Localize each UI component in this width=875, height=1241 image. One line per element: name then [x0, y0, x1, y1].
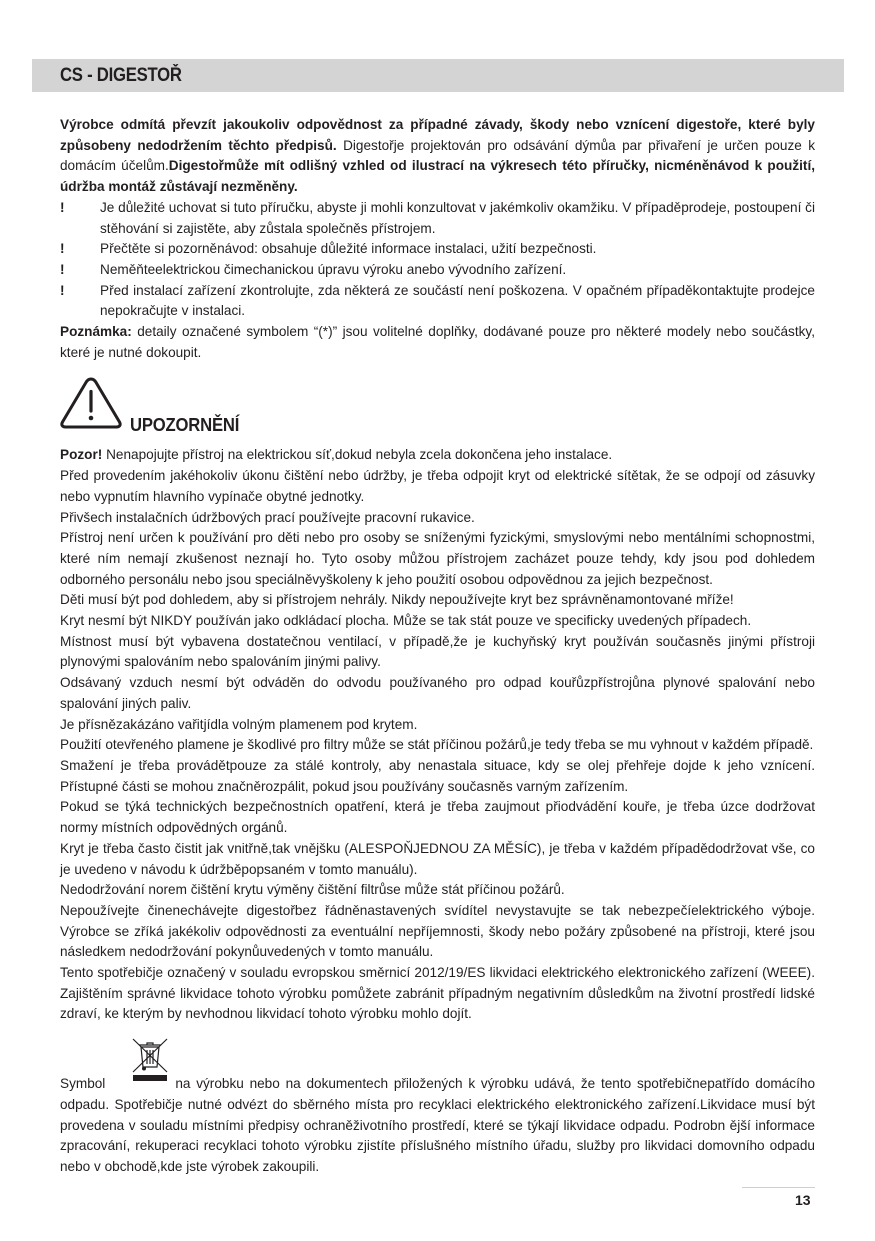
note-label: Poznámka:: [60, 324, 132, 340]
list-item-text: Před instalací zařízení zkontrolujte, zda některá ze součástí není poškozena. V opačném případěkontaktujte prodejce nepokračujte v instalaci.: [100, 282, 815, 319]
list-item: [60, 281, 815, 322]
weee-paragraph: [60, 1074, 815, 1178]
exclamation-mark: !: [60, 261, 65, 277]
warning-paragraph: Před provedením jakéhokoliv úkonu čištění nebo údržby, je třeba odpojit kryt od elektrické sítětak, že se odpojí od zásuvky nebo vypnutím hlavního vypínače obytné jednotky.: [60, 468, 815, 504]
intro-bold-appearance: Digestořmůže mít odlišný vzhled od ilustrací na výkresech této příručky, nicméněnávod k použití, údržba montáž zůstávají nezměněny.: [60, 158, 815, 195]
section-title: CS - DIGESTOŘ: [60, 65, 182, 86]
weee-text: na výrobku nebo na dokumentech přiložených k výrobku udává, že tento spotřebičnepatřído domácího odpadu. Spotřebičje nutné odvézt do sběrného místa pro recyklaci elektrického elektronického zařízení.Likvidace musí být provedena v souladu místními předpisy ochraněživotního prostředí, které se týkají likvidace odpadu. Podrobn ější informace zpracování, rekuperaci recyklaci tohoto výrobku zjistíte příslušného místního úřadu, služby pro likvidaci domovního odpadu nebo v obchodě,kde jste výrobek zakoupili.: [60, 1076, 815, 1174]
warning-paragraph: Pokud se týká technických bezpečnostních opatření, která je třeba zaujmout přiodvádění kouře, je třeba úzce dodržovat normy místních odpovědných orgánů.: [60, 799, 815, 836]
list-item-text: Neměňteelektrickou čimechanickou úpravu výroku anebo vývodního zařízení.: [100, 261, 567, 277]
manual-content: [60, 115, 815, 1178]
warning-triangle-icon: [59, 376, 123, 430]
warning-heading: [60, 376, 815, 445]
weee-symbol-block: [60, 1038, 815, 1178]
section-header-bar: [32, 59, 844, 92]
intro-paragraph: [60, 115, 815, 198]
list-item: [60, 260, 815, 281]
intro-bold-disclaimer: Výrobce odmítá převzít jakoukoliv odpovědnost za případné závady, škody nebo vznícení digestoře, které byly způsobeny nedodržením těchto předpisů.: [60, 117, 815, 153]
list-item: [60, 239, 815, 260]
weee-directive-paragraph: Tento spotřebičje označený v souladu evropskou směrnicí 2012/19/ES likvidaci elektrického elektronického zařízení (WEEE). Zajištěním správné likvidace tohoto výrobku pomůžete zabránit případným negativním důsledkům na životní prostředí lidské zdraví, ke kterým by nevhodnou likvidací tohoto výrobku mohlo dojít.: [60, 965, 815, 1022]
pozor-text: Nenapojujte přístroj na elektrickou síť,dokud nebyla zcela dokončena jeho instalace.: [102, 447, 613, 463]
warning-paragraph: Nepoužívejte činenechávejte digestořbez řádněnastavených svídítel nevystavujte se tak nebezpečíelektrického výboje. Výrobce se zříká jakékoliv odpovědnosti za eventuální nepříjemnosti, škody nebo požáry způsobené na přístroji, které jsou následkem nedodržování pokynůuvedených v tomto manuálu.: [60, 902, 815, 960]
warning-paragraph: Kryt je třeba často čistit jak vnitřně,tak vnějšku (ALESPOŇJEDNOU ZA MĚSÍC), je třeba v každém případědodržovat vše, co je uvedeno v návodu k údržběpopsaném v tomto manuálu).: [60, 840, 815, 877]
intro-purpose-text: Digestořje projektován pro odsávání dýmůa par přivaření je určen pouze k domácím účelům.: [60, 137, 815, 174]
footer-divider: [742, 1187, 815, 1188]
warning-paragraph: Odsávaný vzduch nesmí být odváděn do odvodu používaného pro odpad kouřůzpřístrojůna plynové spalování nebo spalování jiných paliv.: [60, 675, 815, 711]
precautions-list: [60, 198, 815, 322]
warning-paragraph: Použití otevřeného plamene je škodlivé pro filtry může se stát příčinou požárů,je tedy třeba se mu vyhnout v každém případě.: [60, 737, 814, 753]
note-paragraph: [60, 322, 815, 363]
warning-paragraph: Smažení je třeba provádětpouze za stálé kontroly, aby nenastala situace, kdy se olej přehřeje dojde k jeho vznícení. Přístupné části se mohou značněrozpálit, pokud jsou používány současněs varným zařízením.: [60, 757, 815, 794]
list-item-text: Přečtěte si pozorněnávod: obsahuje důležité informace instalaci, užití bezpečnosti.: [100, 241, 597, 257]
warning-paragraph: Místnost musí být vybavena dostatečnou ventilací, v případě,že je kuchyňský kryt používán současněs jinými přístroji plynovými spalováním nebo spalováním jinými palivy.: [60, 633, 815, 670]
warning-paragraph: Nedodržování norem čištění krytu výměny čištění filtrůse může stát příčinou požárů.: [60, 882, 565, 898]
warning-paragraph: Přístroj není určen k používání pro děti nebo pro osoby se sníženými fyzickými, smyslovými nebo mentálními schopnostmi, které ním nemají zkušenost neznají ho. Tyto osoby můžou přístrojem zacházet pouze tehdy, kdy jsou pod dohledem odborného personálu nebo jsou speciálněvyškoleny k jeho použití osobou odpovědnou za jejich bezpečnost.: [60, 530, 815, 587]
warning-paragraph: Přivšech instalačních údržbových prací používejte pracovní rukavice.: [60, 509, 475, 525]
exclamation-mark: !: [60, 199, 65, 215]
note-text: detaily označené symbolem “(*)” jsou volitelné doplňky, dodávané pouze pro některé modely nebo součástky, které je nutné dokoupit.: [60, 324, 815, 360]
pozor-paragraph: [60, 445, 815, 466]
warning-title: UPOZORNĚNÍ: [130, 414, 240, 436]
warning-paragraph: Je přísnězakázáno vařitjídla volným plamenem pod krytem.: [60, 716, 418, 732]
warning-paragraph: Kryt nesmí být NIKDY používán jako odkládací plocha. Může se tak stát pouze ve specificky uvedených případech.: [60, 613, 752, 629]
page-number: 13: [795, 1192, 811, 1208]
crossed-out-wheelie-bin-icon: [130, 1037, 170, 1083]
symbol-label: Symbol: [60, 1076, 106, 1092]
exclamation-mark: !: [60, 241, 65, 257]
list-item: [60, 198, 815, 239]
exclamation-mark: !: [60, 282, 65, 298]
pozor-label: Pozor!: [60, 447, 103, 463]
list-item-text: Je důležité uchovat si tuto příručku, abyste ji mohli konzultovat v jakémkoliv okamžiku. V případěprodeje, postoupení či stěhování si zajistěte, aby zůstala společněs přístrojem.: [100, 199, 815, 236]
warning-paragraph: Děti musí být pod dohledem, aby si přístrojem nehrály. Nikdy nepoužívejte kryt bez správněnamontované mříže!: [60, 592, 734, 608]
